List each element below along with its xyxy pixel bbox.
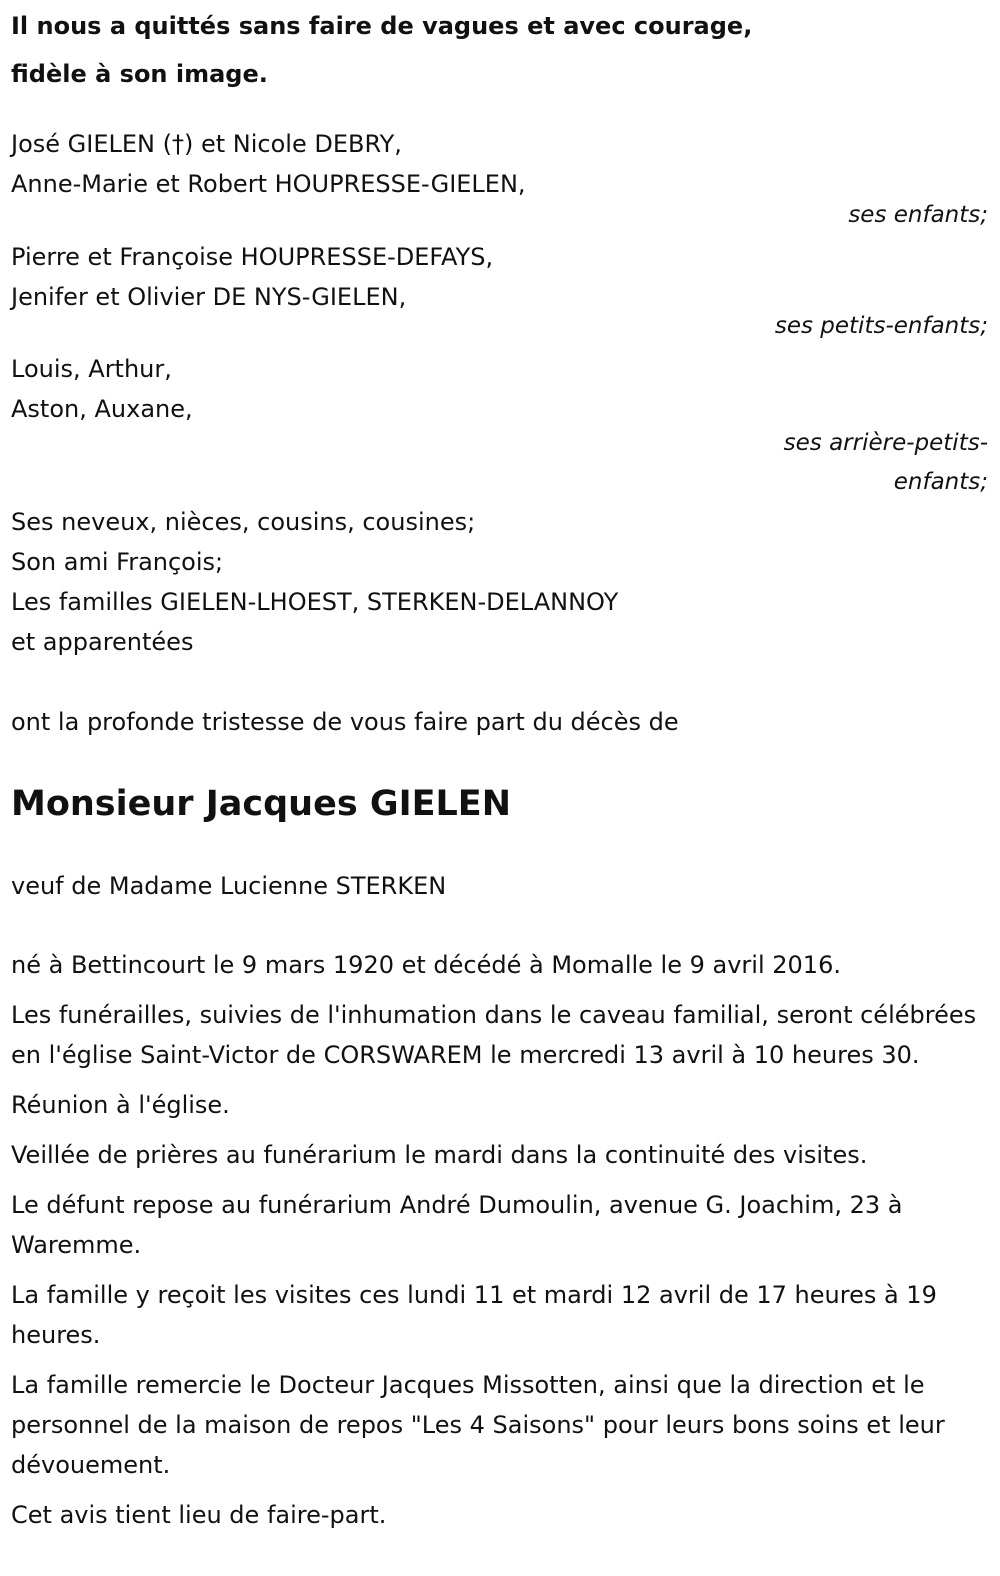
visits-paragraph: La famille y reçoit les visites ces lundi 11 et mardi 12 avril de 17 heures à 19 heures. — [11, 1281, 937, 1349]
grandchildren-relation: ses petits-enfants; — [774, 313, 988, 339]
intro-line-1: Il nous a quittés sans faire de vagues et avec courage, — [11, 12, 753, 40]
thanks-paragraph: La famille remercie le Docteur Jacques Missotten, ainsi que la direction et le personnel de la maison de repos "Les 4 Saisons" pour leurs bons soins et leur dévouement. — [11, 1371, 945, 1479]
notice-paragraph: Cet avis tient lieu de faire-part. — [11, 1501, 387, 1529]
deceased-name: Monsieur Jacques GIELEN — [11, 784, 511, 824]
relatives-line-4: et apparentées — [11, 628, 194, 656]
widower-of: veuf de Madame Lucienne STERKEN — [11, 872, 447, 900]
children-name-2: Anne-Marie et Robert HOUPRESSE-GIELEN, — [11, 170, 526, 198]
intro-line-2: fidèle à son image. — [11, 60, 268, 88]
relatives-line-2: Son ami François; — [11, 548, 224, 576]
great-grandchildren-relation-2: enfants; — [893, 469, 988, 495]
announcement: ont la profonde tristesse de vous faire part du décès de — [11, 708, 679, 736]
birth-death-paragraph: né à Bettincourt le 9 mars 1920 et décédé à Momalle le 9 avril 2016. — [11, 951, 841, 979]
children-name-1: José GIELEN (†) et Nicole DEBRY, — [11, 130, 402, 158]
intro-quote — [11, 2, 988, 98]
obituary-page — [0, 2, 1000, 1576]
relatives-line-1: Ses neveux, nièces, cousins, cousines; — [11, 508, 476, 536]
great-grandchildren-name-1: Louis, Arthur, — [11, 355, 172, 383]
grandchildren-name-2: Jenifer et Olivier DE NYS-GIELEN, — [11, 283, 407, 311]
gathering-paragraph: Réunion à l'église. — [11, 1091, 230, 1119]
grandchildren-group — [11, 237, 988, 344]
children-relation: ses enfants; — [848, 202, 988, 228]
great-grandchildren-relation-1: ses arrière-petits- — [783, 430, 988, 456]
children-group — [11, 124, 988, 233]
funeral-paragraph: Les funérailles, suivies de l'inhumation dans le caveau familial, seront célébrées en l'église Saint-Victor de CORSWAREM le mercredi 13 avril à 10 heures 30. — [11, 1001, 977, 1069]
relatives-line-3: Les familles GIELEN-LHOEST, STERKEN-DELANNOY — [11, 588, 619, 616]
repose-paragraph: Le défunt repose au funérarium André Dumoulin, avenue G. Joachim, 23 à Waremme. — [11, 1191, 903, 1259]
great-grandchildren-group — [11, 349, 988, 502]
vigil-paragraph: Veillée de prières au funérarium le mardi dans la continuité des visites. — [11, 1141, 868, 1169]
great-grandchildren-name-2: Aston, Auxane, — [11, 395, 193, 423]
grandchildren-name-1: Pierre et Françoise HOUPRESSE-DEFAYS, — [11, 243, 494, 271]
other-relatives — [11, 502, 988, 662]
